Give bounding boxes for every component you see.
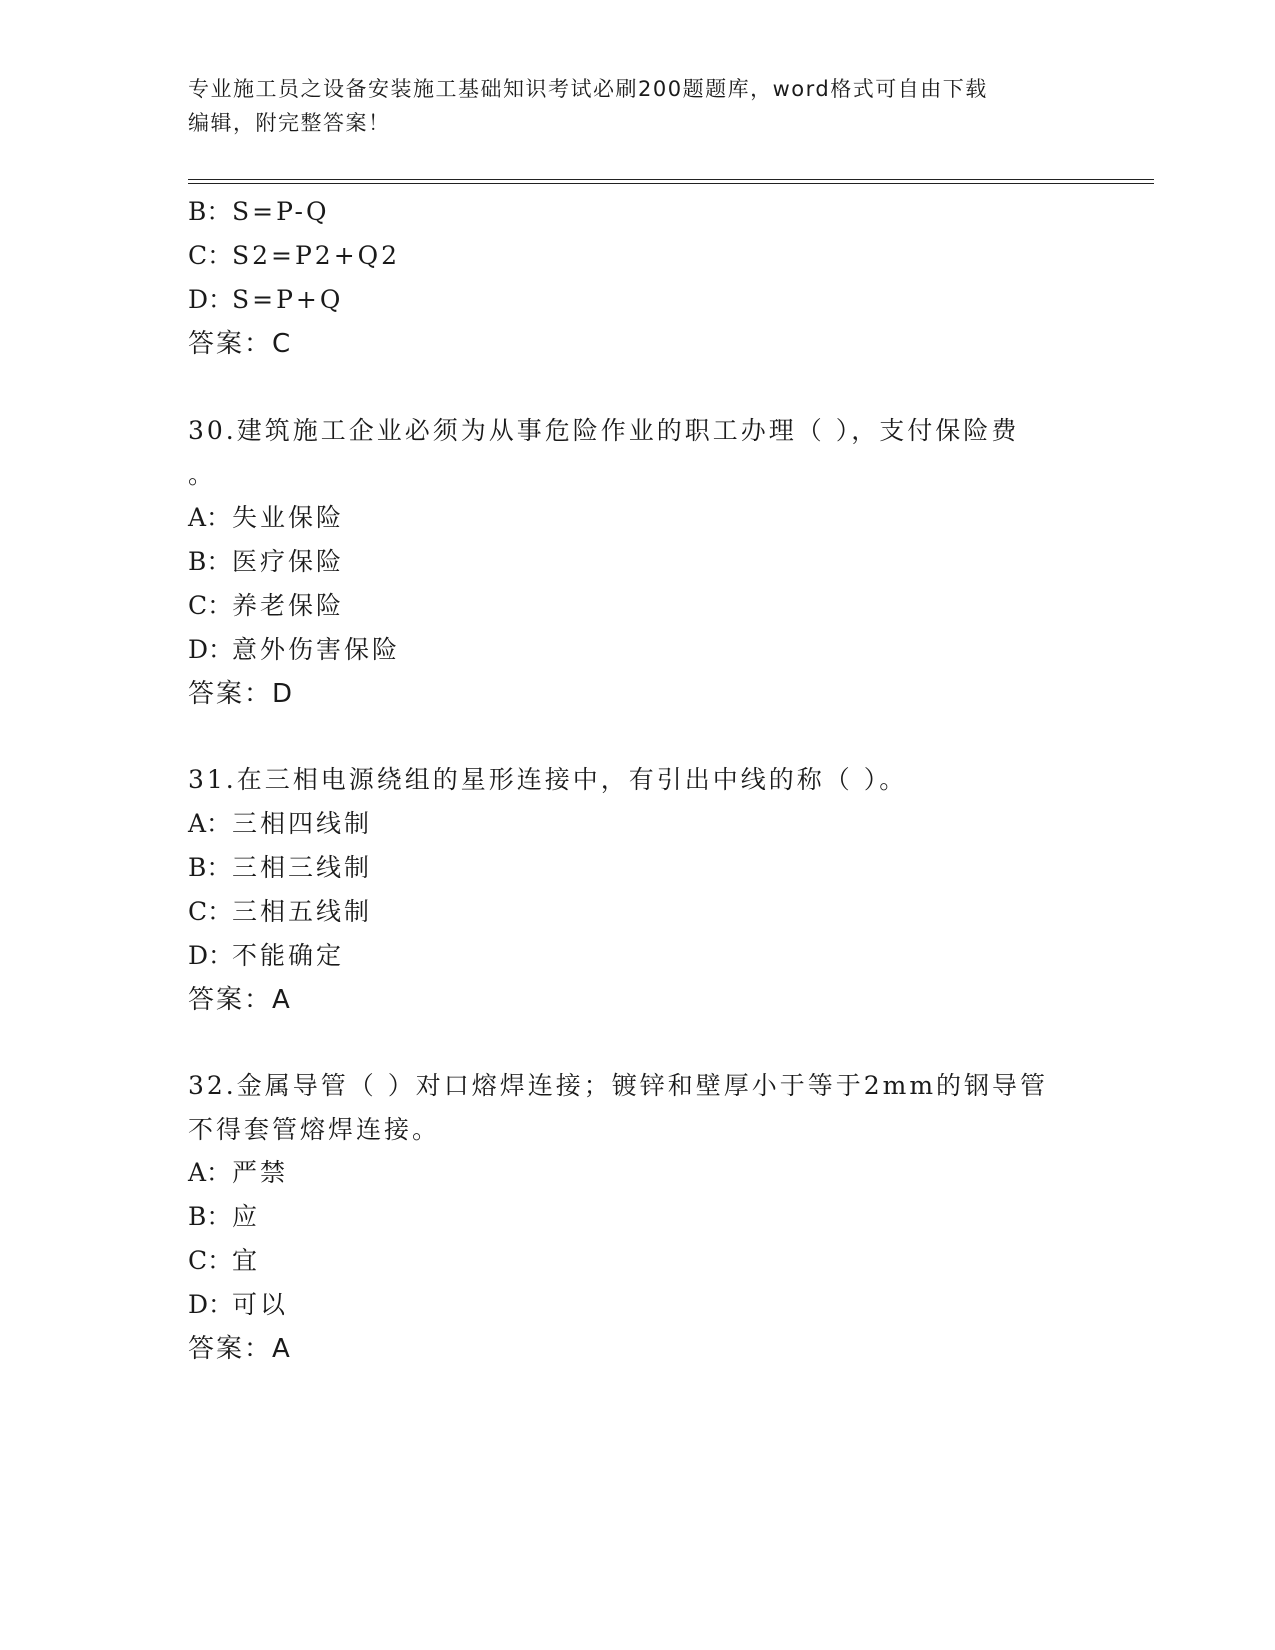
document-header [188,72,1068,140]
option-key: A： [188,503,232,532]
question-31-answer: 答案：A [188,985,292,1015]
question-31-stem-line-1: 31.在三相电源绕组的星形连接中，有引出中线的称（ ）。 [188,765,908,794]
header-divider-bottom [188,183,1154,184]
question-30-option-d [188,630,400,666]
option-text: 不能确定 [232,941,345,970]
option-text: 三相四线制 [232,809,373,838]
option-key: D： [188,1290,234,1319]
question-32-option-b [188,1197,260,1233]
option-text: S=P-Q [232,197,330,226]
question-30-stem-line-2: 。 [188,460,217,489]
option-key: D： [188,635,234,664]
option-text: 宜 [232,1246,261,1275]
option-text: 严禁 [232,1158,289,1187]
option-key: C： [188,1246,233,1275]
option-key: C： [188,897,233,926]
option-text: 意外伤害保险 [232,635,401,664]
header-line-2: 编辑，附完整答案！ [188,111,391,135]
option-text: S=P+Q [232,285,344,314]
option-text: 应 [232,1202,261,1231]
option-key: C： [188,591,233,620]
question-31-option-a [188,804,372,840]
option-key: D： [188,285,234,314]
question-30-option-a [188,498,344,534]
option-key: A： [188,1158,232,1187]
header-line-1: 专业施工员之设备安装施工基础知识考试必刷200题题库，word格式可自由下载 [188,77,988,101]
option-key: B： [188,547,232,576]
option-text: 三相五线制 [232,897,373,926]
option-text: 医疗保险 [232,547,345,576]
question-32-option-d [188,1285,288,1321]
option-key: C： [188,241,233,270]
option-text: 可以 [232,1290,289,1319]
option-text: S2=P2+Q2 [232,241,401,270]
question-32-option-a [188,1153,288,1189]
question-31-option-d [188,936,344,972]
option-key: B： [188,1202,232,1231]
question-32-stem-line-1: 32.金属导管（ ）对口熔焊连接；镀锌和壁厚小于等于2mm的钢导管 [188,1071,1049,1100]
question-30-answer: 答案：D [188,679,295,709]
option-text: 三相三线制 [232,853,373,882]
question-32-answer: 答案：A [188,1334,292,1364]
question-30-option-b [188,542,344,578]
option-key: D： [188,941,234,970]
prev-option-b [188,192,329,228]
question-31-option-c [188,892,372,928]
header-divider-top [188,179,1154,180]
option-text: 失业保险 [232,503,345,532]
prev-answer: 答案：C [188,329,293,359]
prev-option-c [188,236,400,272]
question-31-option-b [188,848,372,884]
option-key: B： [188,853,232,882]
question-32-option-c [188,1241,260,1277]
question-30-option-c [188,586,344,622]
question-32-stem-line-2: 不得套管熔焊连接。 [188,1115,441,1144]
option-key: A： [188,809,232,838]
option-text: 养老保险 [232,591,345,620]
question-30-stem-line-1: 30.建筑施工企业必须为从事危险作业的职工办理（ ），支付保险费 [188,416,1020,445]
option-key: B： [188,197,232,226]
prev-option-d [188,280,343,316]
